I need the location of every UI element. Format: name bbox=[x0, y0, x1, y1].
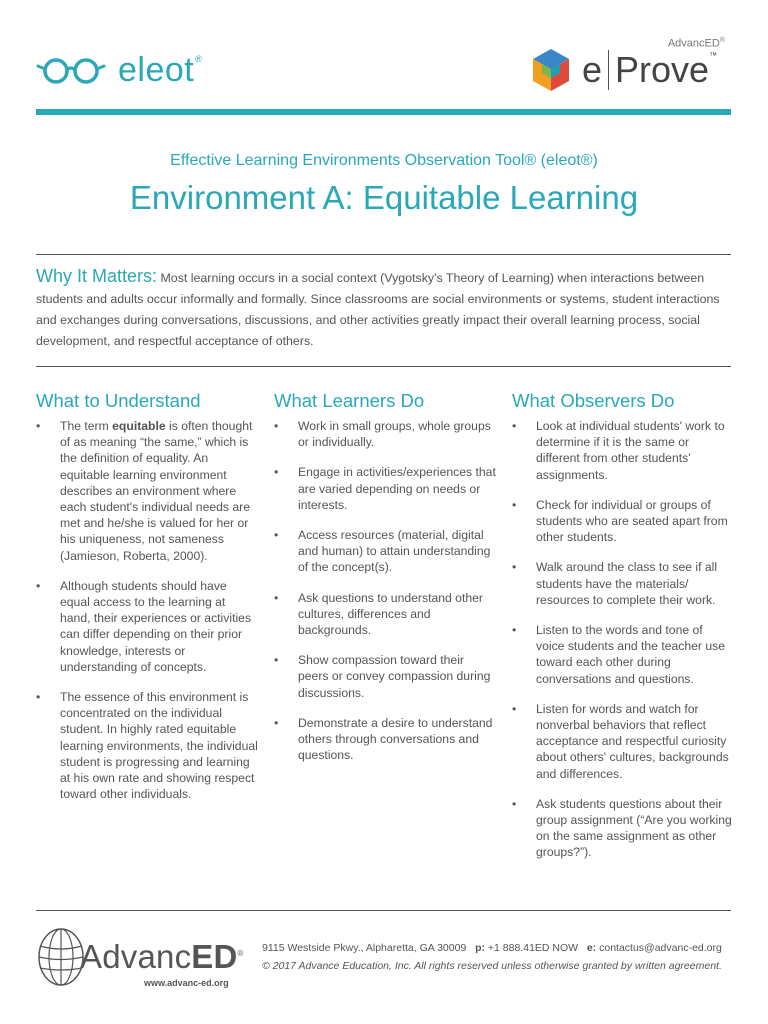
eprove-wordmark: Prove™ bbox=[615, 49, 718, 90]
list-item: • Engage in activities/experiences that are varied depending on needs or interests. bbox=[274, 464, 496, 513]
eprove-e: e bbox=[582, 49, 603, 90]
footer-phone: +1 888.41ED NOW bbox=[487, 942, 579, 954]
what-observers-do-heading: What Observers Do bbox=[512, 390, 675, 411]
list-item: • Show compassion toward their peers or convey compassion during discussions. bbox=[274, 652, 496, 701]
list-item: • Work in small groups, whole groups or individually. bbox=[274, 418, 496, 450]
divider bbox=[36, 254, 731, 255]
footer-url[interactable]: www.advanc-ed.org bbox=[144, 978, 229, 988]
footer-email[interactable]: contactus@advanc-ed.org bbox=[599, 942, 722, 954]
why-it-matters-text: Most learning occurs in a social context (Vygotsky's Theory of Learning) when interactions between students and adults occur informally and formally. Since classrooms are social environments or systems, student interactions and exchanges during conversations, discussions, and other activities greatly impact their overall learning process, social development, and respectful acceptance of others. bbox=[36, 271, 720, 348]
advanced-footer-logo: AdvancED® bbox=[80, 938, 244, 975]
list-item: • Listen for words and watch for nonverbal behaviors that reflect acceptance and respectful curiosity about others' cultures, backgrounds and differences. bbox=[512, 701, 734, 782]
why-it-matters-section bbox=[36, 266, 731, 352]
divider bbox=[36, 366, 731, 367]
what-observers-do-column bbox=[512, 390, 734, 875]
why-it-matters-heading: Why It Matters: bbox=[36, 266, 158, 286]
list-item: • Demonstrate a desire to understand others through conversations and questions. bbox=[274, 715, 496, 764]
what-learners-do-column bbox=[274, 390, 496, 777]
what-learners-do-heading: What Learners Do bbox=[274, 390, 425, 411]
divider bbox=[36, 910, 731, 911]
list-item: • Listen to the words and tone of voice students and the teacher use toward each other during conversations and questions. bbox=[512, 622, 734, 687]
eleot-logo bbox=[36, 50, 202, 90]
globe-icon bbox=[36, 926, 86, 988]
list-item: • The essence of this environment is concentrated on the individual student. In highly rated equitable learning environments, the individual student is progressing and learning at his own rate and showing respect toward other individuals. bbox=[36, 689, 258, 802]
list-item: • Check for individual or groups of students who are seated apart from other students. bbox=[512, 497, 734, 546]
document-subtitle: Effective Learning Environments Observation Tool® (eleot®) bbox=[170, 152, 598, 169]
what-to-understand-column bbox=[36, 390, 258, 816]
footer-contact: 9115 Westside Pkwy., Alpharetta, GA 30009 p: +1 888.41ED NOW e: contactus@advanc-ed.org bbox=[262, 942, 722, 954]
cube-icon bbox=[530, 47, 572, 93]
footer-address: 9115 Westside Pkwy., Alpharetta, GA 30009 bbox=[262, 942, 467, 954]
footer-copyright: © 2017 Advance Education, Inc. All rights reserved unless otherwise granted by written agreement. bbox=[262, 960, 722, 972]
list-item: • The term equitable is often thought of as meaning “the same,” which is the definition of equality. An equitable learning environment describes an environment where each student's individual needs are met and he/she is valued for her or his uniqueness, not sameness (Jamieson, Roberta, 2000). bbox=[36, 418, 258, 564]
list-item: • Although students should have equal access to the learning at hand, their experiences or activities can differ depending on their prior knowledge, interests or understanding of concepts. bbox=[36, 578, 258, 675]
list-item: • Ask students questions about their group assignment (“Are you working on the same assignment as other groups?”). bbox=[512, 796, 734, 861]
list-item: • Walk around the class to see if all students have the materials/ resources to complete their work. bbox=[512, 559, 734, 608]
glasses-icon bbox=[36, 55, 112, 85]
advanced-small-label: AdvancED® bbox=[667, 37, 725, 50]
eprove-separator bbox=[608, 50, 609, 90]
list-item: • Look at individual students' work to determine if it is the same or different from other students' assignments. bbox=[512, 418, 734, 483]
what-to-understand-heading: What to Understand bbox=[36, 390, 201, 411]
eprove-logo bbox=[530, 46, 717, 94]
eleot-wordmark: eleot® bbox=[118, 51, 203, 89]
header-accent-bar bbox=[36, 109, 731, 115]
list-item: • Access resources (material, digital and human) to attain understanding of the concept(s). bbox=[274, 527, 496, 576]
list-item: • Ask questions to understand other cultures, differences and backgrounds. bbox=[274, 590, 496, 639]
document-title: Environment A: Equitable Learning bbox=[129, 179, 639, 216]
